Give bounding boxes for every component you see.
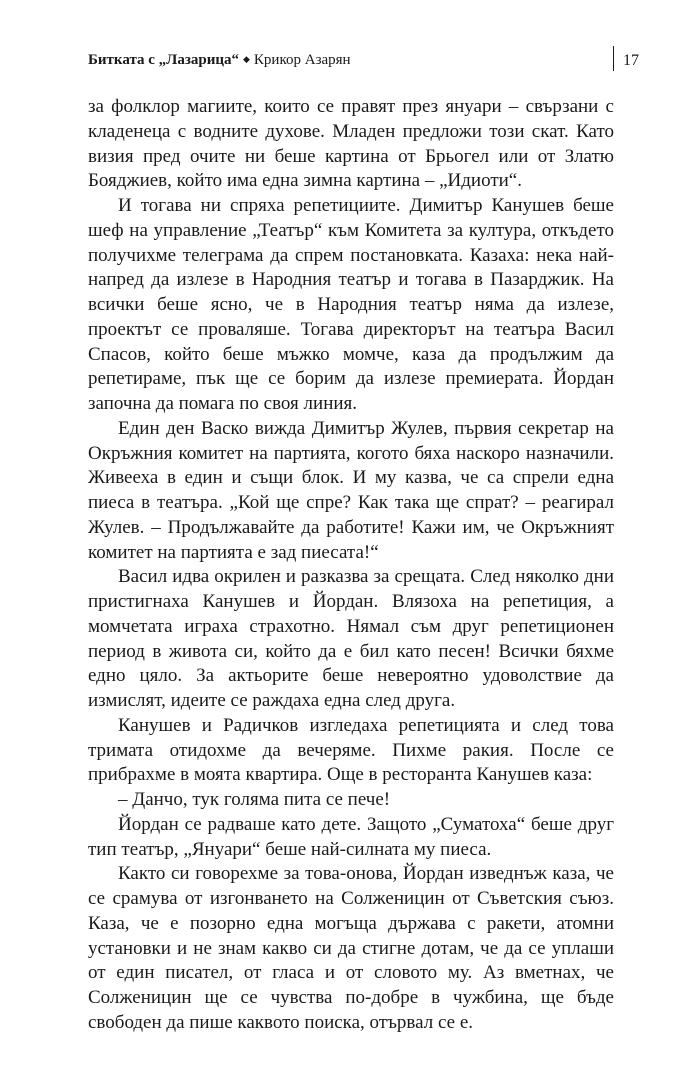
paragraph-1: за фолклор магиите, които се правят през януари – свързани с кладенеца с водните духове. Младен предложи този скат. Като визия пред очите ни беше картина от Брьогел или от Златю Бояджиев, който има една зимна картина – „Идиоти“. — [88, 96, 614, 192]
paragraph-7: Йордан се радваше като дете. Защото „Суматоха“ беше друг тип театър, „Януари“ беше най-силната му пиеса. — [88, 813, 614, 860]
paragraph-5: Канушев и Радичков изгледаха репетицията и след това тримата отидохме да вечеряме. Пихме ракия. После се прибрахме в моята квартира. Още в ресторанта Канушев каза: — [88, 714, 614, 786]
paragraph-3: Един ден Васко вижда Димитър Жулев, първия секретар на Окръжния комитет на партията, когото бяха наскоро назначили. Живееха в един и същи блок. И му казва, че са спрели една пиеса в театъра. „Кой ще спре? Как така ще спрат? – реагирал Жулев. – Продължавайте да работите! Кажи им, че Окръжният комитет на партията е зад пиесата!“ — [88, 417, 614, 563]
header-rule — [613, 46, 614, 71]
diamond-separator-icon: ◆ — [243, 54, 250, 64]
author-name: Крикор Азарян — [253, 52, 351, 68]
paragraph-8: Както си говорехме за това-онова, Йордан изведнъж каза, че се срамува от изгонването на Солженицин от Съветския съюз. Каза, че е позорно една могъща държава с ракети, атомни установки и не знам какво си да стигне дотам, че да се уплаши от един писател, от гласа и от словото му. Аз вметнах, че Солженицин ще се чувства по-добре в чужбина, ще бъде свободен да пише каквото поиска, отървал се е. — [88, 863, 614, 1033]
page-number: 17 — [623, 52, 639, 69]
book-title — [88, 52, 351, 69]
book-title-text: Битката с „Лазарица“ — [88, 52, 239, 68]
running-head — [88, 46, 639, 70]
paragraph-4: Васил идва окрилен и разказва за срещата. След няколко дни пристигнаха Канушев и Йордан. Влязоха на репетиция, а момчетата играха страхотно. Нямал съм друг репетиционен период в живота си, който да е бил като песен! Всички бяхме едно цяло. За актьорите беше невероятно удоволствие да измислят, идеите се раждаха една след друга. — [88, 566, 614, 711]
paragraph-6: – Данчо, тук голяма пита се пече! — [118, 789, 391, 810]
body-text — [88, 95, 614, 1036]
paragraph-2: И тогава ни спряха репетициите. Димитър Канушев беше шеф на управление „Театър“ към Комитета за култура, откъдето получихме телеграма да спрем постановката. Казаха: нека най-напред да излезе в Народния театър и тогава в Пазарджик. На всички беше ясно, че в Народния театър няма да излезе, проектът се проваляше. Тогава директорът на театъра Васил Спасов, който беше мъжко момче, каза да продължим да репетираме, пък ще се борим да излезе премиерата. Йордан започна да помага по своя линия. — [88, 195, 614, 414]
